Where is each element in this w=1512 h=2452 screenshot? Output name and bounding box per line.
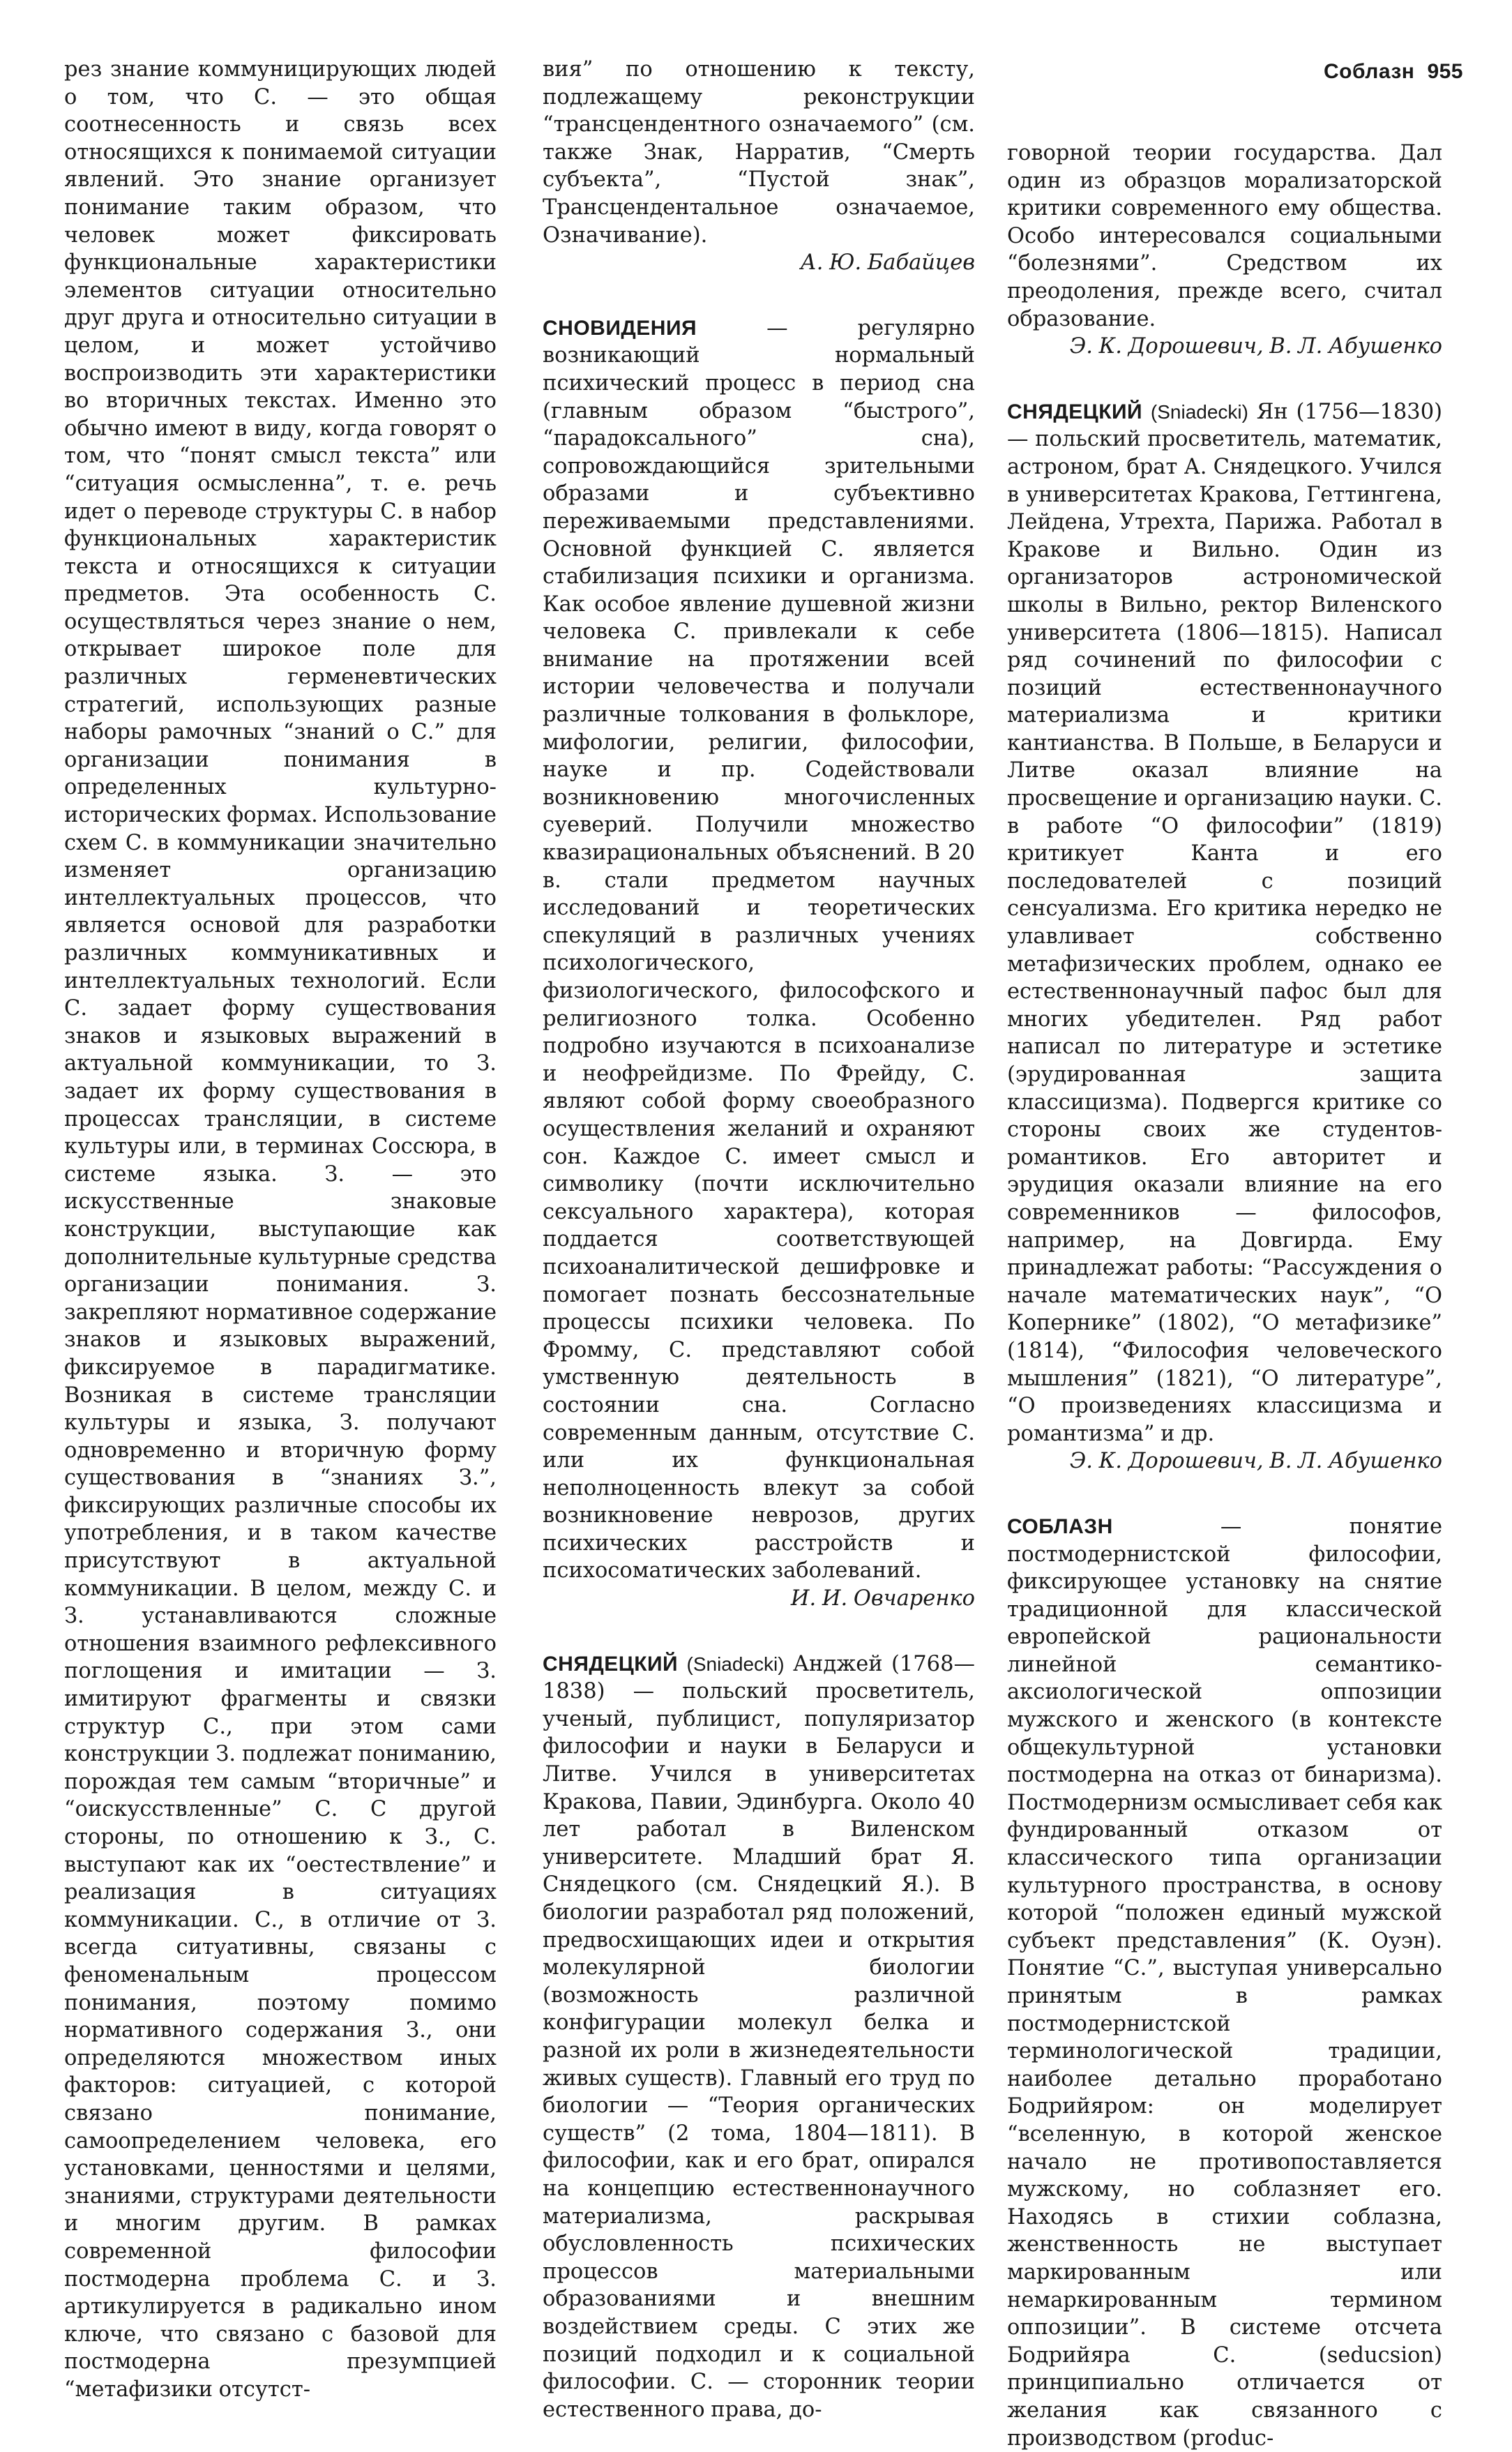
entry-body: — регулярно возникающий нормальный психический процесс в период сна (главным образом “быстрого”, “парадоксального” сна), сопровождающийся зрительными образами и субъективно переживаемыми представлениями. Основной функцией С. является стабилизация психики и организма. Как особое явление душевной жизни человека С. привлекали к себе внимание на протяжении всей истории человечества и получали различные толкования в фольклоре, мифологии, религии, философии, науке и пр. Содействовали возникновению многочисленных суеверий. Получили множество квазирациональных объяснений. В 20 в. стали предметом научных исследований и теоретических спекуляций в различных учениях психологического, физиологического, философского и религиозного толка. Особенно подробно изучаются в психоанализе и неофрейдизме. По Фрейду, С. являют собой форму своеобразного осуществления желаний и охраняют сон. Каждое С. имеет смысл и символику (почти исключительно сексуального характера), которая поддается соответствующей психоаналитической дешифровке и помогает познать бессознательные процессы психики человека. По Фромму, С. представляют собой умственную деятельность в состоянии сна. Согласно современным данным, отсутствие С. или их функциональная неполноценность влекут за собой возникновение неврозов, других психических расстройств и психосоматических заболеваний. — [543, 315, 975, 1584]
entry-body: — понятие постмодернистской философии, фиксирующее установку на снятие традиционной для классической европейской рациональности линейной семантико-аксиологической оппозиции мужского и женского (в контексте общекультурной установки постмодерна на отказ от бинаризма). Постмодернизм осмысливает себя как фундированный отказом от классического типа организации культурного пространства, в основу которой “положен единый мужской субъект представления” (К. Оуэн). Понятие “С.”, выступая универсально принятым в рамках постмодернистской терминологической традиции, наиболее детально проработано Бодрийяром: он моделирует “вселенную, в которой женское начало не противопоставляется мужскому, но соблазняет его. Находясь в стихии соблазна, женственность не выступает маркированным или немаркированным термином оппозиции”. В системе отсчета Бодрийяра С. (seducsion) принципиально отличается от желания как связанного с производством (produc- — [1007, 1514, 1443, 2451]
entry-snyadetsky-andzhey — [543, 1650, 975, 2424]
entry-text — [1007, 398, 1442, 1448]
column-2 — [543, 56, 975, 2423]
paragraph-continuation: рез знание коммуницирующих людей о том, что С. — это общая соотнесенность и связь всех относящихся к понимаемой ситуации явлений. Это знание организует понимание таким образом, что человек может фиксировать функциональные характеристики элементов ситуации относительно друг друга и относительно ситуации в целом, и может устойчиво воспроизводить эти характеристики во вторичных текстах. Именно это обычно имеют в виду, когда говорят о том, что “понят смысл текста” или “ситуация осмысленна”, т. е. речь идет о переводе структуры С. в набор функциональных характеристик текста и относящихся к ситуации предметов. Эта особенность С. осуществляться через знание о нем, открывает широкое поле для различных герменевтических стратегий, использующих разные наборы рамочных “знаний о С.” для организации понимания в определенных культурно-исторических формах. Использование схем С. в коммуникации значительно изменяет организацию интеллектуальных процессов, что является основой для разработки различных коммуникативных и интеллектуальных технологий. Если С. задает форму существования знаков и языковых выражений в актуальной коммуникации, то З. задает их форму существования в процессах трансляции, в системе культуры или, в терминах Соссюра, в системе языка. З. — это искусственные знаковые конструкции, выступающие как дополнительные культурные средства организации понимания. З. закрепляют нормативное содержание знаков и языковых выражений, фиксируемое в парадигматике. Возникая в системе трансляции культуры и языка, З. получают одновременно и вторичную форму существования в “знаниях З.”, фиксирующих различные способы их употребления, и в таком качестве присутствуют в актуальной коммуникации. В целом, между С. и З. устанавливаются сложные отношения взаимного рефлексивного поглощения и имитации — З. имитируют фрагменты и связки структур С., при этом сами конструкции З. подлежат пониманию, порождая тем самым “вторичные” и “оискусствленные” С. С другой стороны, по отношению к З., С. выступают как их “оестествление” и реализация в ситуациях коммуникации. С., в отличие от З. всегда ситуативны, связаны с феноменальным процессом понимания, поэтому помимо нормативного содержания З., они определяются множеством иных факторов: ситуацией, с которой связано понимание, самоопределением человека, его установками, ценностями и целями, знаниями, структурами деятельности и многим другим. В рамках современной философии постмодерна проблема С. и З. артикулируется в радикально ином ключе, что связано с базовой для постмодерна презумпцией “метафизики отсутст- — [64, 57, 497, 2402]
page-number: 955 — [1427, 60, 1463, 83]
running-head — [1324, 60, 1463, 84]
column-1 — [64, 56, 497, 2403]
entry-latin-name: (Sniadecki) — [686, 1653, 785, 1675]
entry-text — [543, 1650, 975, 2424]
running-head-word: Соблазн — [1324, 60, 1415, 83]
entry-headword: СНЯДЕЦКИЙ — [543, 1652, 679, 1676]
entry-snyadetsky-yan — [1007, 398, 1442, 1475]
entry-text — [543, 315, 975, 1585]
entry-author: А. Ю. Бабайцев — [800, 250, 975, 276]
entry-author: Э. К. Дорошевич, В. Л. Абушенко — [1069, 334, 1442, 359]
column-3 — [1007, 140, 1442, 2452]
entry-latin-name: (Sniadecki) — [1150, 400, 1248, 423]
entry-continuation — [543, 56, 975, 277]
entry-body: Анджей (1768—1838) — польский просветитель, ученый, публицист, популяризатор философии и науки в Беларуси и Литве. Учился в университетах Кракова, Павии, Эдинбурга. Около 40 лет работал в Виленском университете. Младший брат Я. Снядецкого (см. Снядецкий Я.). В биологии разработал ряд положений, предвосхищающих идеи и открытия молекулярной биологии (возможность различной конфигурации молекул белка и разной их роли в жизнедеятельности живых существ). Главный его труд по биологии — “Теория органических существ” (2 тома, 1804—1811). В философии, как и его брат, опирался на концепцию естественнонаучного материализма, раскрывая обусловленность психических процессов материальными образованиями и внешним воздействием среды. С этих же позиций подходил и к социальной философии. С. — сторонник теории естественного права, до- — [543, 1651, 975, 2422]
entry-text — [1007, 1513, 1442, 2452]
entry-body: Ян (1756—1830) — польский просветитель, математик, астроном, брат А. Снядецкого. Учился в университетах Кракова, Геттингена, Лейдена, Утрехта, Парижа. Работал в Кракове и Вильно. Один из организаторов астрономической школы в Вильно, ректор Виленского университета (1806—1815). Написал ряд сочинений по философии с позиций естественнонаучного материализма и критики кантианства. В Польше, в Беларуси и Литве оказал влияние на просвещение и организацию науки. С. в работе “О философии” (1819) критикует Канта и его последователей с позиций сенсуализма. Его критика нередко не улавливает собственно метафизических проблем, однако ее естественнонаучный пафос был для многих убедителен. Ряд работ написал по литературе и эстетике (эрудированная защита классицизма). Подвергся критике со стороны своих же студентов-романтиков. Его авторитет и эрудиция оказали влияние на его современников — философов, например, на Довгирда. Ему принадлежат работы: “Рассуждения о начале математических наук”, “О Копернике” (1802), “О метафизике” (1814), “Философия человеческого мышления” (1821), “О литературе”, “О произведениях классицизма и романтизма” и др. — [1007, 399, 1443, 1446]
entry-soblazn — [1007, 1513, 1442, 2452]
entry-headword: СНОВИДЕНИЯ — [543, 316, 697, 340]
continuation-text: говорной теории государства. Дал один из образцов морализаторской критики современного ему общества. Особо интересовался социальными “болезнями”. Средством их преодоления, прежде всего, считал образование. — [1007, 141, 1442, 331]
entry-snovideniya — [543, 315, 975, 1613]
entry-author: Э. К. Дорошевич, В. Л. Абушенко — [1069, 1449, 1442, 1474]
entry-continuation — [1007, 140, 1442, 361]
entry-headword: СНЯДЕЦКИЙ — [1007, 400, 1143, 423]
entry-author: И. И. Овчаренко — [790, 1586, 975, 1611]
entry-headword: СОБЛАЗН — [1007, 1514, 1113, 1538]
continuation-text: вия” по отношению к тексту, подлежащему реконструкции “трансцендентного означаемого” (см. также Знак, Нарратив, “Смерть субъекта”, “Пустой знак”, Трансцендентальное означаемое, Означивание). — [543, 57, 975, 248]
